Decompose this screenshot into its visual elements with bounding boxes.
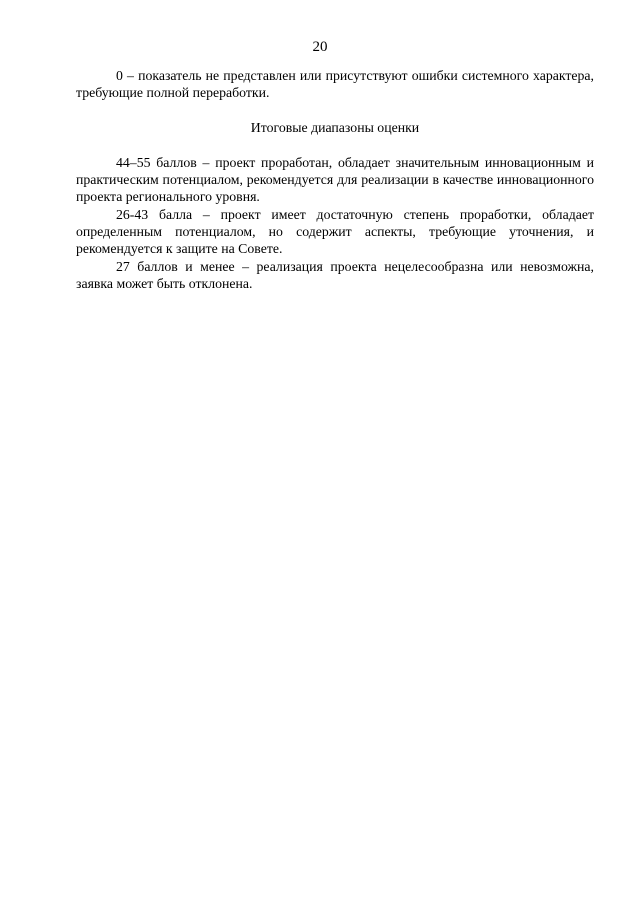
section-heading: Итоговые диапазоны оценки — [250, 119, 420, 135]
paragraph-range-low: 27 баллов и менее – реализация проекта нецелесообразна или невозможна, заявка может быть отклонена. — [76, 258, 594, 291]
paragraph-range-medium: 26-43 балла – проект имеет достаточную степень проработки, обладает определенным потенциалом, но содержит аспекты, требующие уточнения, и рекомендуется к защите на Совете. — [76, 206, 594, 257]
document-body — [76, 67, 594, 292]
paragraph-range-high: 44–55 баллов – проект проработан, обладает значительным инновационным и практическим потенциалом, рекомендуется для реализации в качестве инновационного проекта регионального уровня. — [76, 154, 594, 205]
page-number: 20 — [312, 39, 328, 55]
paragraph-score-zero: 0 – показатель не представлен или присутствуют ошибки системного характера, требующие полной переработки. — [76, 68, 594, 101]
